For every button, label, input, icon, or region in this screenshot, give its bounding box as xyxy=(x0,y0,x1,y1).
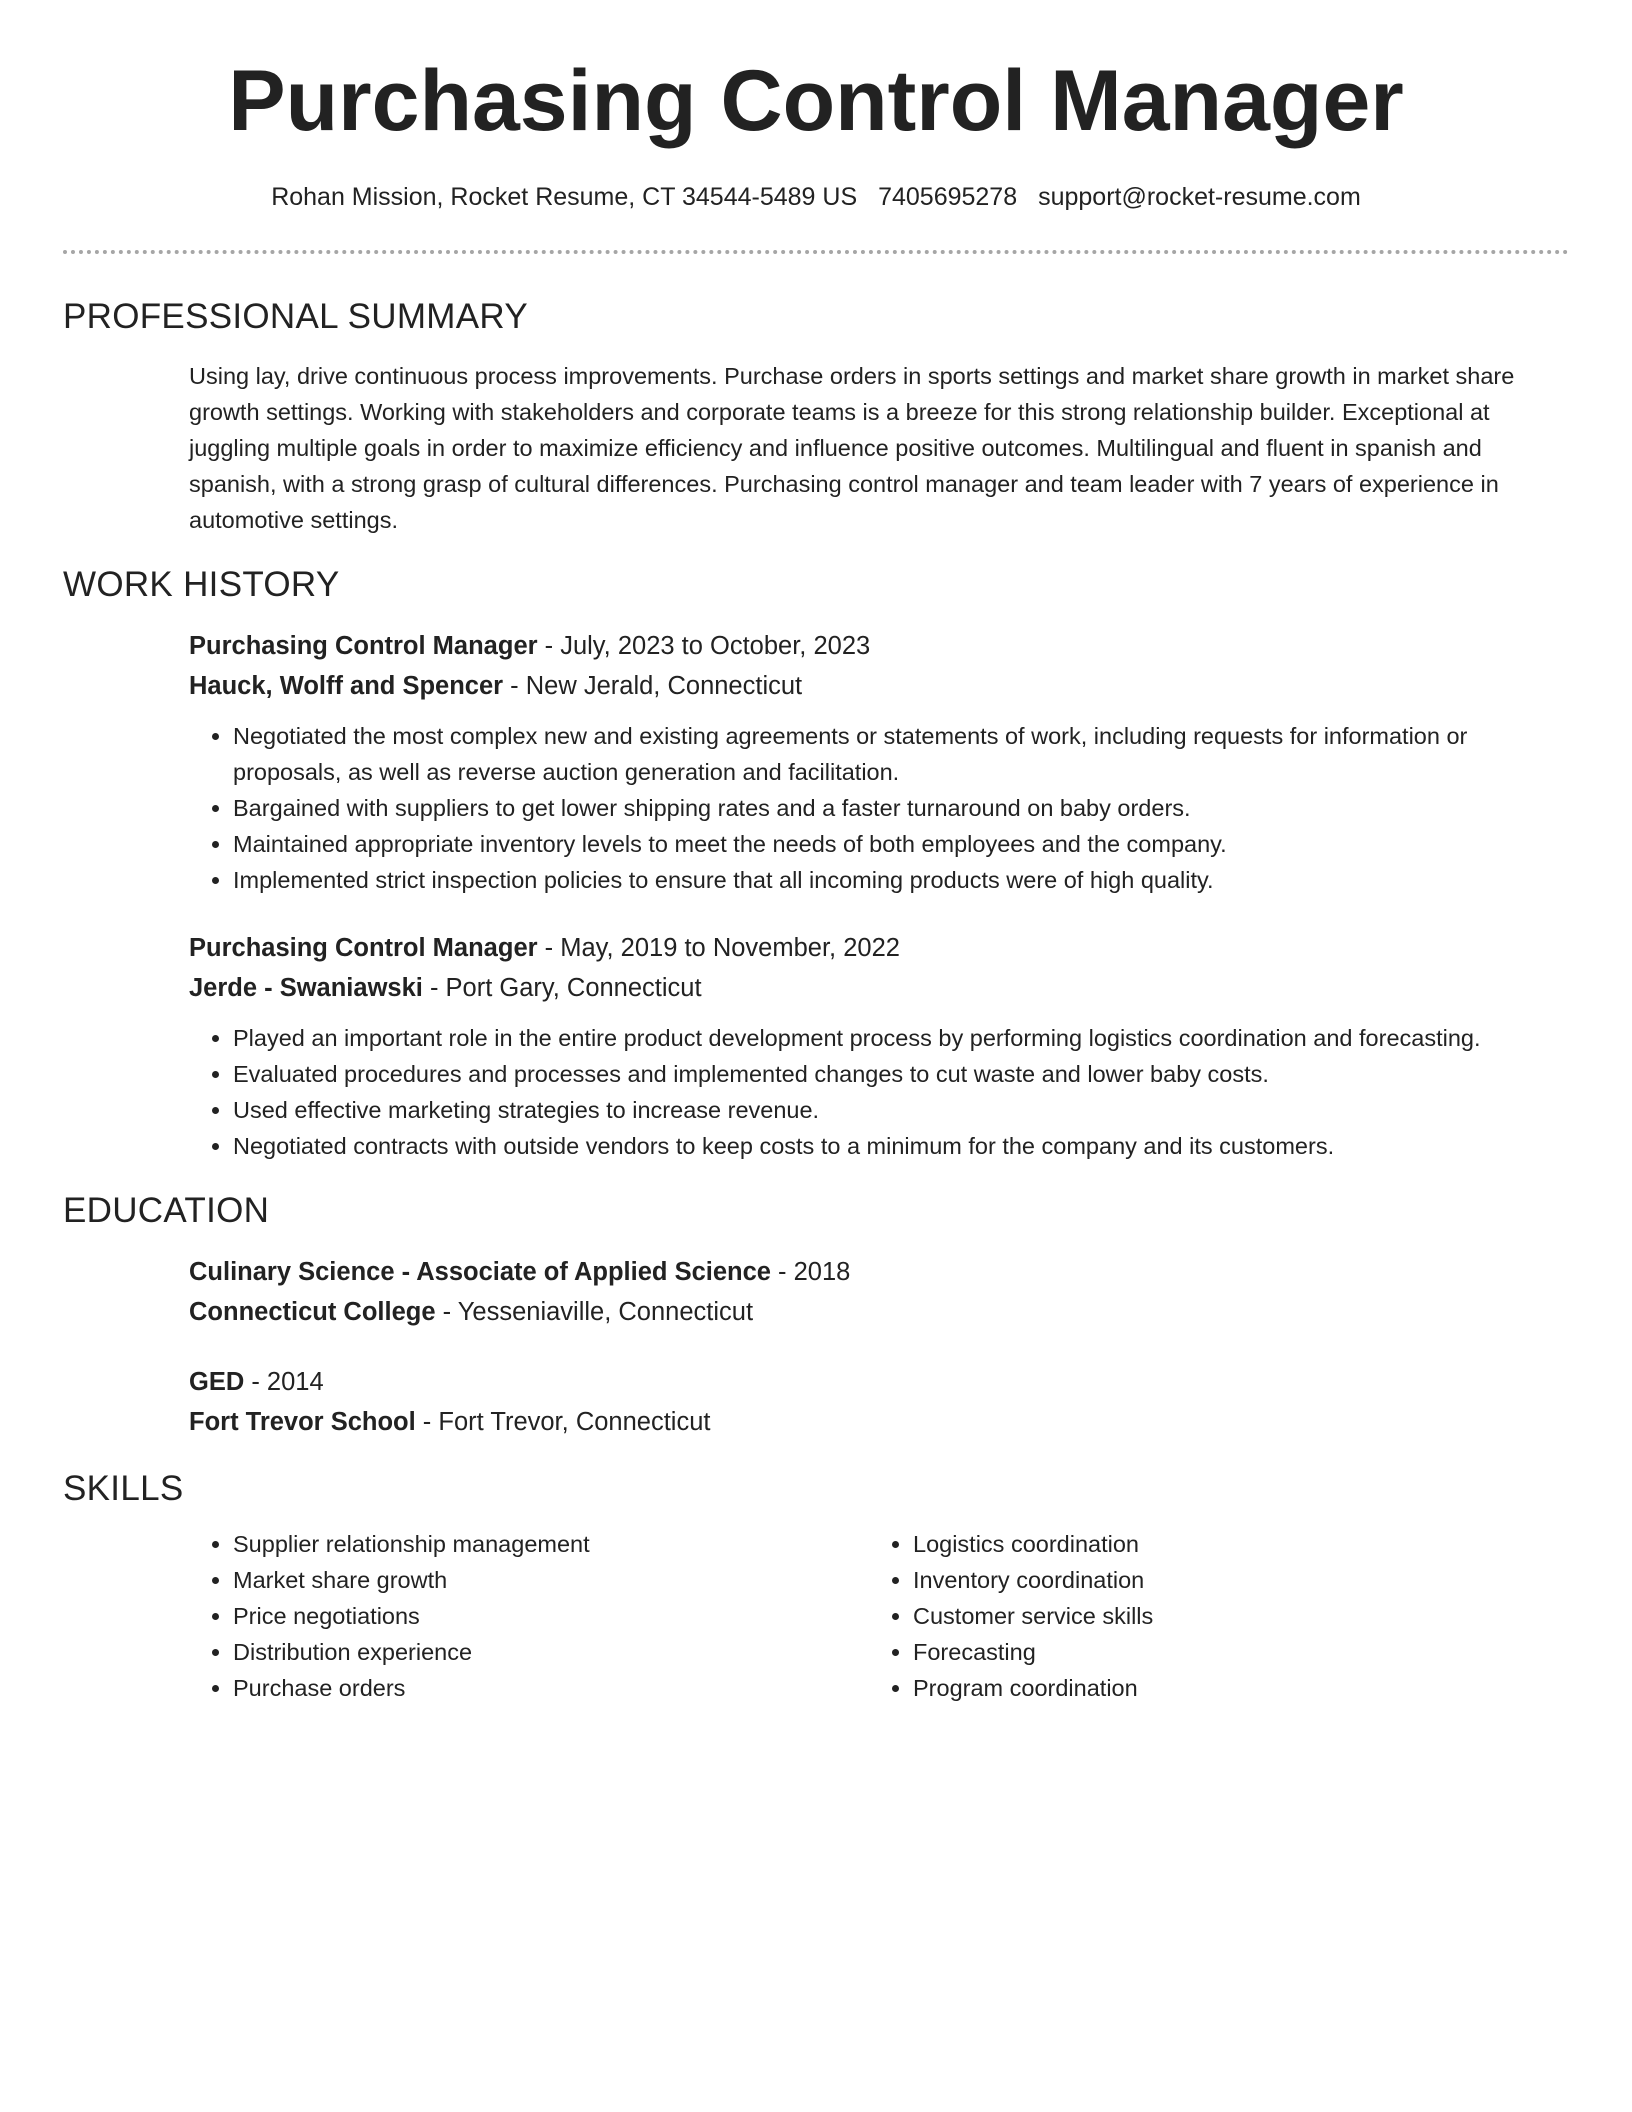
skills-title: SKILLS xyxy=(63,1469,184,1508)
skill-item: • Customer service skills xyxy=(913,1598,1549,1634)
skill-item: • Price negotiations xyxy=(233,1598,869,1634)
job-role-line xyxy=(189,928,1569,968)
job-dates: - May, 2019 to November, 2022 xyxy=(537,934,900,962)
skill-item: • Distribution experience xyxy=(233,1634,869,1670)
skill-item: • Purchase orders xyxy=(233,1670,869,1706)
job-company: Jerde - Swaniawski xyxy=(189,974,423,1002)
job-bullets xyxy=(189,1020,1569,1164)
job-location: - New Jerald, Connecticut xyxy=(503,672,803,700)
resume-name: Purchasing Control Manager xyxy=(228,53,1404,149)
summary-text: Using lay, drive continuous process improvements. Purchase orders in sports settings and market share growth in market share growth settings. Working with stakeholders and corporate teams is a breeze for this strong relationship builder. Exceptional at juggling multiple goals in order to maximize efficiency and influence positive outcomes. Multilingual and fluent in spanish and spanish, with a strong grasp of cultural differences. Purchasing control manager and team leader with 7 years of experience in automotive settings. xyxy=(189,363,1515,533)
skills-section xyxy=(63,1468,1569,1706)
education-school-line xyxy=(189,1292,1569,1332)
contact-email: support@rocket-resume.com xyxy=(1038,183,1361,211)
summary-title: PROFESSIONAL SUMMARY xyxy=(63,297,528,336)
job-role: Purchasing Control Manager xyxy=(189,632,538,660)
education-entry xyxy=(189,1362,1569,1442)
education-degree-line xyxy=(189,1362,1569,1402)
job-bullets xyxy=(189,718,1569,898)
contact-line xyxy=(0,180,1632,215)
job-bullet: • Evaluated procedures and processes and implemented changes to cut waste and lower baby costs. xyxy=(233,1056,1569,1092)
education-degree-line xyxy=(189,1252,1569,1292)
job-company-line xyxy=(189,666,1569,706)
summary-section xyxy=(63,296,1569,538)
work-history-body xyxy=(189,626,1569,1164)
work-history-title: WORK HISTORY xyxy=(63,565,340,604)
contact-phone: 7405695278 xyxy=(878,183,1018,211)
job-role-line xyxy=(189,626,1569,666)
skill-item: • Market share growth xyxy=(233,1562,869,1598)
summary-body xyxy=(189,358,1569,538)
job-bullet: • Negotiated the most complex new and existing agreements or statements of work, including requests for information or proposals, as well as reverse auction generation and facilitation. xyxy=(233,718,1569,790)
skill-item: • Inventory coordination xyxy=(913,1562,1549,1598)
education-section xyxy=(63,1190,1569,1442)
work-history-section xyxy=(63,564,1569,1164)
skill-item: • Logistics coordination xyxy=(913,1526,1549,1562)
job-bullet: • Used effective marketing strategies to increase revenue. xyxy=(233,1092,1569,1128)
skills-column-left xyxy=(189,1526,869,1706)
education-body xyxy=(189,1252,1569,1442)
education-degree: Culinary Science - Associate of Applied Science xyxy=(189,1258,771,1286)
job-role: Purchasing Control Manager xyxy=(189,934,538,962)
education-location: - Fort Trevor, Connecticut xyxy=(415,1408,711,1436)
job-company-line xyxy=(189,968,1569,1008)
education-location: - Yesseniaville, Connecticut xyxy=(435,1298,754,1326)
job-company: Hauck, Wolff and Spencer xyxy=(189,672,504,700)
resume-content xyxy=(63,296,1569,1732)
education-school: Fort Trevor School xyxy=(189,1408,416,1436)
job-bullet: • Bargained with suppliers to get lower shipping rates and a faster turnaround on baby orders. xyxy=(233,790,1569,826)
job-bullet: • Implemented strict inspection policies to ensure that all incoming products were of high quality. xyxy=(233,862,1569,898)
skills-body xyxy=(189,1526,1569,1706)
job-bullet: • Negotiated contracts with outside vendors to keep costs to a minimum for the company and its customers. xyxy=(233,1128,1569,1164)
education-degree: GED xyxy=(189,1368,245,1396)
contact-address: Rohan Mission, Rocket Resume, CT 34544-5489 US xyxy=(271,183,858,211)
education-school: Connecticut College xyxy=(189,1298,436,1326)
education-year: - 2014 xyxy=(244,1368,324,1396)
skill-item: • Program coordination xyxy=(913,1670,1549,1706)
job-bullet: • Played an important role in the entire product development process by performing logistics coordination and forecasting. xyxy=(233,1020,1569,1056)
header-divider xyxy=(63,250,1569,254)
education-year: - 2018 xyxy=(770,1258,851,1286)
job-location: - Port Gary, Connecticut xyxy=(422,974,702,1002)
skill-item: • Supplier relationship management xyxy=(233,1526,869,1562)
skill-item: • Forecasting xyxy=(913,1634,1549,1670)
job-entry xyxy=(189,626,1569,898)
education-title: EDUCATION xyxy=(63,1191,270,1230)
education-entry xyxy=(189,1252,1569,1332)
job-bullet: • Maintained appropriate inventory levels to meet the needs of both employees and the company. xyxy=(233,826,1569,862)
skills-column-right xyxy=(869,1526,1549,1706)
job-dates: - July, 2023 to October, 2023 xyxy=(537,632,871,660)
education-school-line xyxy=(189,1402,1569,1442)
job-entry xyxy=(189,928,1569,1164)
